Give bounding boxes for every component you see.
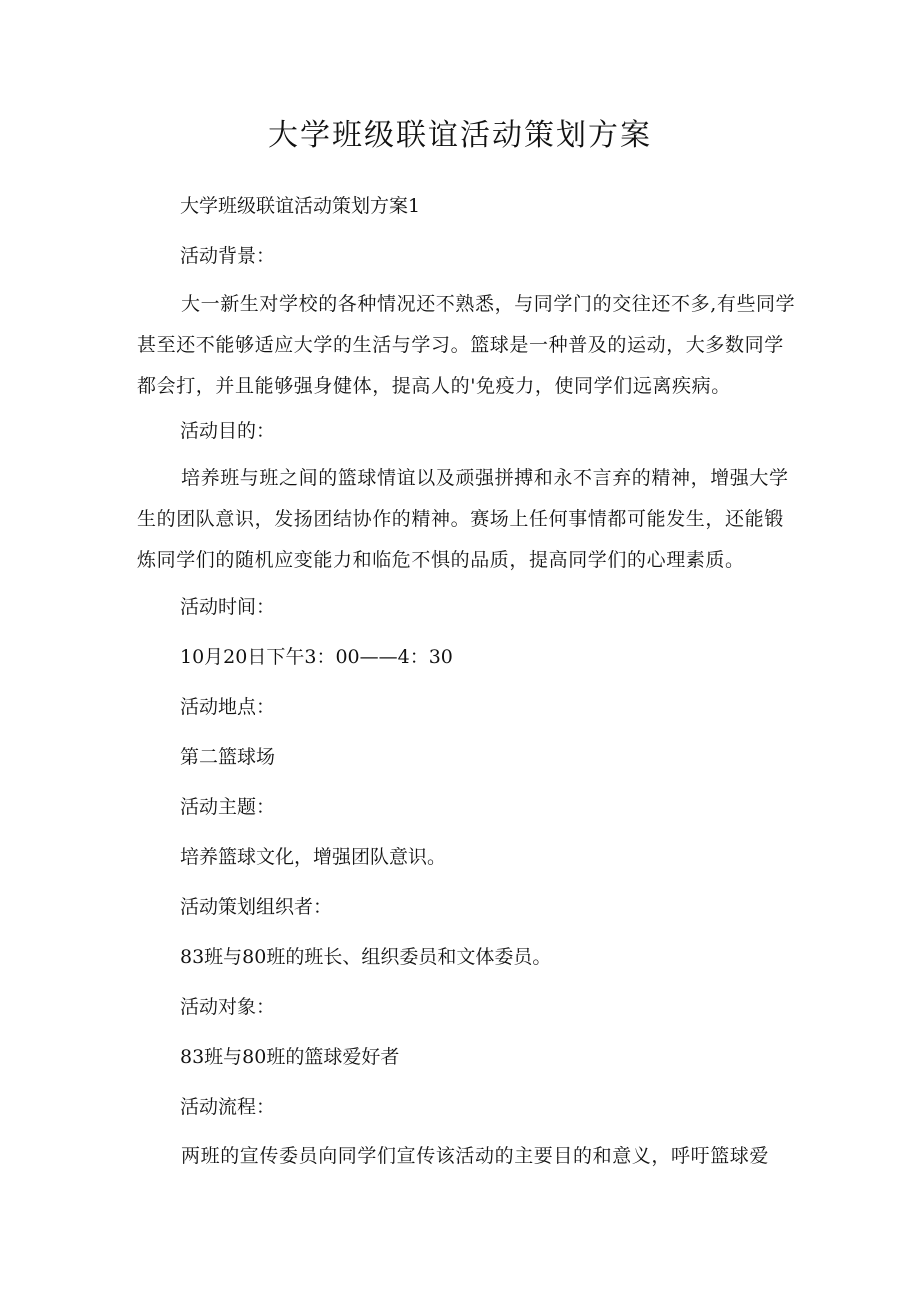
- theme-label: 活动主题：: [180, 796, 276, 818]
- purpose-paragraph: 培养班与班之间的篮球情谊以及顽强拼搏和永不言弃的精神，增强大学生的团队意识，发扬团结协作的精神。赛场上任何事情都可能发生，还能锻炼同学们的随机应变能力和临危不惧的品质，提高同学们的心理素质。: [137, 467, 789, 571]
- location-value: 第二篮球场: [180, 746, 276, 768]
- organizer-value: 83班与80班的班长、组织委员和文体委员。: [180, 946, 552, 968]
- process-label: 活动流程：: [180, 1096, 276, 1118]
- audience-value: 83班与80班的篮球爱好者: [180, 1046, 400, 1068]
- section-heading: 大学班级联谊活动策划方案1: [180, 195, 421, 217]
- organizer-label: 活动策划组织者：: [180, 896, 333, 918]
- location-label: 活动地点：: [180, 696, 276, 718]
- audience-label: 活动对象：: [180, 996, 276, 1018]
- time-value: 10月20日下午3：00——4：30: [180, 646, 453, 668]
- purpose-label: 活动目的：: [180, 420, 276, 442]
- background-label: 活动背景：: [180, 245, 276, 267]
- document-title: 大学班级联谊活动策划方案: [268, 118, 652, 153]
- process-paragraph: 两班的宣传委员向同学们宣传该活动的主要目的和意义，呼吁篮球爱: [181, 1145, 770, 1167]
- background-paragraph: 大一新生对学校的各种情况还不熟悉，与同学门的交往还不多,有些同学甚至还不能够适应大学的生活与学习。篮球是一种普及的运动，大多数同学都会打，并且能够强身健体，提高人的'免疫力，使同学们远离疾病。: [137, 293, 796, 397]
- time-label: 活动时间：: [180, 596, 276, 618]
- theme-value: 培养篮球文化，增强团队意识。: [180, 846, 447, 868]
